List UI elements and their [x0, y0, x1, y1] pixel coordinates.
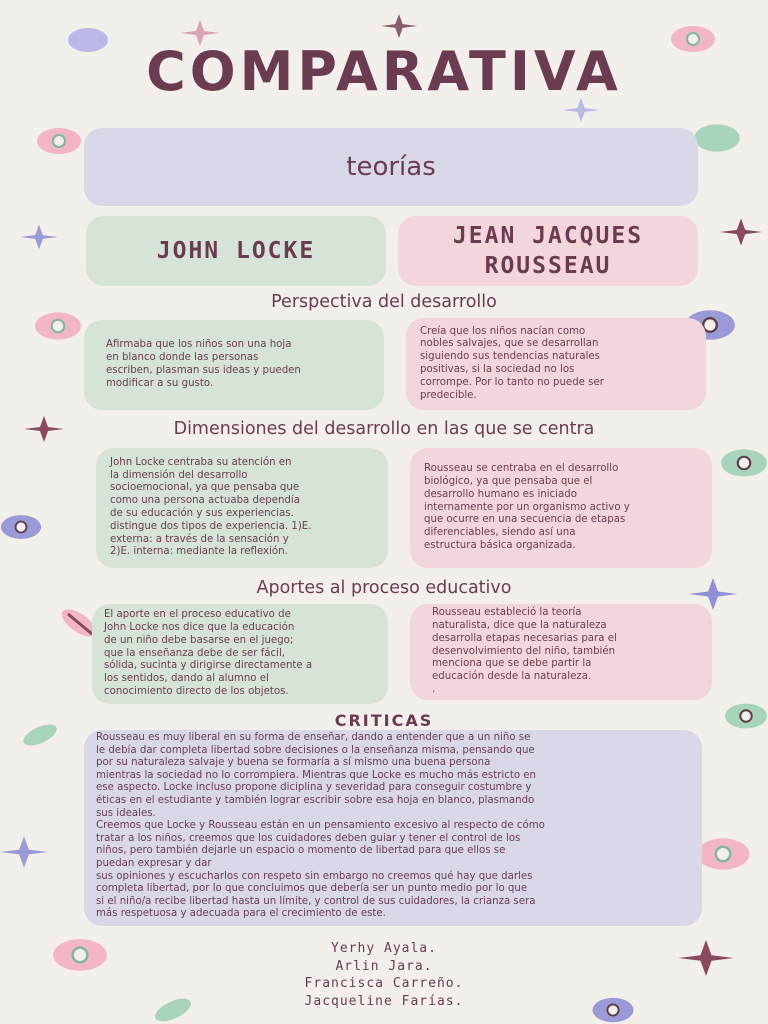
- locke-dimensiones-text: John Locke centraba su atención en la dimensión del desarrollo socioemocional, ya que pensaba que como una persona actuaba dependía de su educación y sus experiencias. distingue dos tipos de experiencia. 1)E. externa: a través de la sensación y 2)E. interna: mediante la reflexión.: [96, 448, 388, 568]
- flower-icon: [694, 836, 752, 872]
- locke-aportes-text: El aporte en el proceso educativo de John Locke nos dice que la educación de un niño debe basarse en el juego; que la enseñanza debe de ser fácil, sólida, sucinta y dirigirse directamente a los sentidos, dando al alumno el conocimiento directo de los objetos.: [92, 604, 388, 704]
- sparkle-icon: [380, 14, 418, 38]
- page-title: COMPARATIVA: [146, 40, 622, 103]
- criticas-heading: CRITICAS: [334, 711, 434, 730]
- section-heading-perspectiva: Perspectiva del desarrollo: [271, 292, 497, 312]
- flower-icon: [720, 446, 768, 480]
- section-heading-aportes: Aportes al proceso educativo: [256, 578, 512, 598]
- leaf-icon: [692, 122, 742, 154]
- credits-list: [0, 940, 768, 1010]
- flower-icon: [0, 512, 42, 542]
- rousseau-perspectiva-text: Creía que los niños nacían como nobles salvajes, que se desarrollan siguiendo sus tendencias naturales positivas, si la sociedad no los corrompe. Por lo tanto no puede ser predecible.: [406, 318, 706, 410]
- criticas-text: Rousseau es muy liberal en su forma de enseñar, dando a entender que a un niño se le debía dar completa libertad sobre decisiones o la enseñanza misma, pensando que por su naturaleza salvaje y buena se formaría a sí mismo una buena persona mientras la sociedad no lo corrompiera. Mientras que Locke es mucho más estricto en ese aspecto. Locke incluso propone diciplina y severidad para conseguir costumbre y éticas en el estudiante y también lograr escribir sobre esa hoja en blanco, plasmando sus ideales. Creemos que Locke y Rousseau están en un pensamiento excesivo al respecto de cómo tratar a los niños, creemos que los cuidadores deben guiar y tener el control de los niños, pero también dejarle un espacio o momento de libertad para que ellos se puedan expresar y dar sus opiniones y escucharlos con respeto sin embargo no creemos qué hay que darles completa libertad, por lo que concluimos que debería ser un punto medio por lo que si el niño/a recibe libertad hasta un límite, y control de sus cuidadores, la crianza sera más respetuosa y adecuada para el crecimiento de este.: [84, 730, 702, 926]
- author-rousseau: JEAN JACQUES ROUSSEAU: [398, 216, 698, 286]
- locke-perspectiva-text: Afirmaba que los niños son una hoja en blanco donde las personas escriben, plasman sus ideas y pueden modificar a su gusto.: [84, 320, 384, 410]
- credit-name: Jacqueline Farías.: [304, 993, 464, 1009]
- sparkle-icon: [0, 836, 48, 868]
- flower-icon: [36, 126, 82, 156]
- credit-name: Yerhy Ayala.: [331, 941, 437, 956]
- section-heading-dimensiones: Dimensiones del desarrollo en las que se centra: [173, 419, 595, 439]
- author-locke: JOHN LOCKE: [86, 216, 386, 286]
- credit-name: Arlin Jara.: [335, 958, 433, 974]
- subtitle-box: teorías: [84, 128, 698, 206]
- credit-name: Francisca Carreño.: [304, 976, 464, 991]
- rousseau-aportes-text: Rousseau estableció la teoría naturalista, dice que la naturaleza desarrolla etapas necesarias para el desenvolvimiento del niño, también menciona que se debe partir la educación desde la naturaleza. .: [410, 604, 712, 700]
- flower-icon: [34, 310, 82, 342]
- rousseau-dimensiones-text: Rousseau se centraba en el desarrollo biológico, ya que pensaba que el desarrollo humano es iniciado internamente por un organismo activo y que ocurre en una secuencia de etapas diferenciables, siendo así una estructura básica organizada.: [410, 448, 712, 568]
- sparkle-icon: [20, 224, 58, 250]
- sparkle-icon: [720, 218, 762, 246]
